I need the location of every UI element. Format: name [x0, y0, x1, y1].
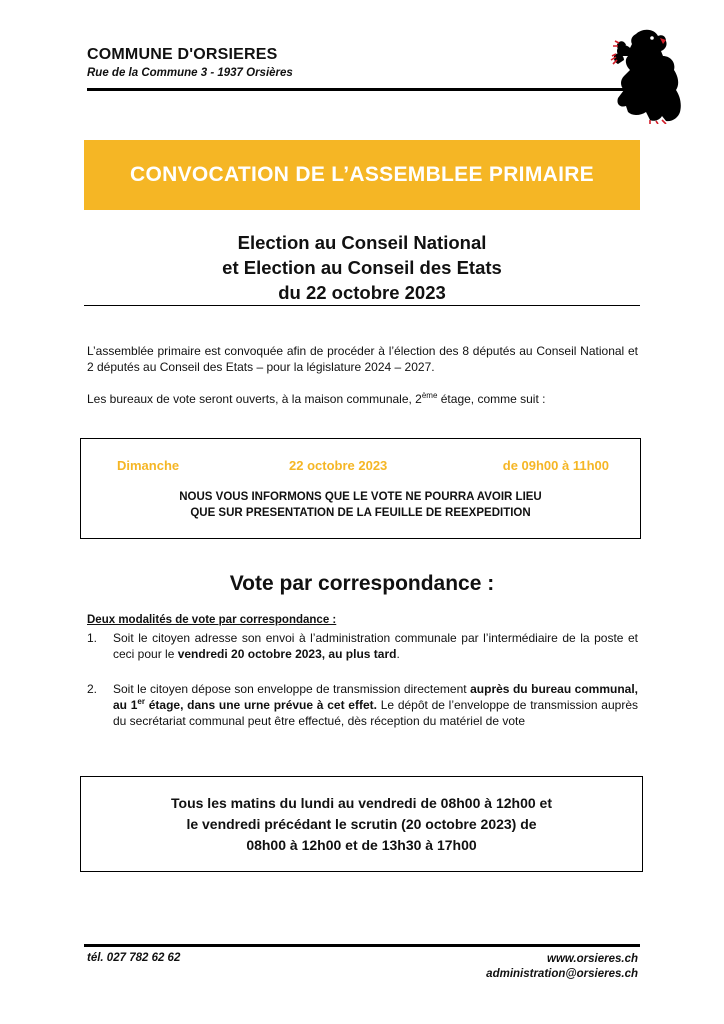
schedule-box [80, 438, 641, 539]
bureaux-paragraph [87, 391, 638, 407]
list-item-bold: auprès du bureau communal, au 1 [113, 682, 638, 712]
schedule-note [81, 489, 640, 521]
hours-text [171, 793, 552, 856]
hours-box [80, 776, 643, 872]
election-line-1: Election au Conseil National [237, 232, 487, 253]
commune-address: Rue de la Commune 3 - 1937 Orsières [87, 67, 293, 79]
hours-line-1: Tous les matins du lundi au vendredi de 08h00 à 12h00 et [171, 794, 552, 811]
correspondance-title: Vote par correspondance : [229, 572, 495, 595]
election-line-2: et Election au Conseil des Etats [222, 257, 502, 278]
convocation-banner [84, 140, 640, 210]
intro-paragraph: L’assemblée primaire est convoquée afin de procéder à l’élection des 8 députés au Conseil National et 2 députés au Conseil des Etats – pour la législature 2024 – 2027. [87, 344, 638, 374]
list-item-number: 1. [87, 631, 98, 645]
footer-website[interactable]: www.orsieres.ch [547, 953, 638, 965]
hours-line-2: le vendredi précédant le scrutin (20 octobre 2023) de [186, 815, 537, 832]
list-item-end: Le dépôt de l’enveloppe de transmission auprès du secrétariat communal peut être effectué, dès réception du matériel de vote [113, 698, 638, 728]
list-item-end: . [396, 647, 400, 661]
bureaux-text: Les bureaux de vote seront ouverts, à la maison communale, 2 [87, 392, 422, 406]
list-item-bold: vendredi 20 octobre 2023, au plus tard [177, 647, 397, 661]
banner-title: CONVOCATION DE L’ASSEMBLEE PRIMAIRE [130, 163, 594, 186]
list-item-bold-2: étage, dans une urne prévue à cet effet. [144, 698, 377, 712]
schedule-note-line-2: QUE SUR PRESENTATION DE LA FEUILLE DE REEXPEDITION [190, 507, 531, 519]
footer-email[interactable]: administration@orsieres.ch [486, 968, 638, 980]
bureaux-text-end: étage, comme suit : [437, 392, 546, 406]
bear-logo-icon [606, 26, 684, 124]
list-item [87, 630, 638, 662]
bureaux-superscript: ème [421, 391, 438, 400]
correspondance-subtitle: Deux modalités de vote par correspondance : [87, 614, 337, 626]
commune-name: COMMUNE D'ORSIERES [87, 46, 278, 63]
schedule-note-line-1: NOUS VOUS INFORMONS QUE LE VOTE NE POURRA AVOIR LIEU [179, 491, 542, 503]
election-date-line: du 22 octobre 2023 [278, 282, 446, 303]
election-title [84, 230, 640, 305]
list-item-number: 2. [87, 682, 98, 696]
list-item [87, 681, 638, 729]
list-item-text: Soit le citoyen dépose son enveloppe de transmission directement [113, 682, 471, 696]
schedule-day: Dimanche [117, 458, 180, 473]
footer-phone: tél. 027 782 62 62 [87, 952, 181, 964]
election-divider [84, 305, 640, 306]
footer-divider [84, 944, 640, 947]
schedule-date: 22 octobre 2023 [289, 458, 388, 473]
list-item-text: Soit le citoyen adresse son envoi à l’administration communale par l’intermédiaire de la poste et ceci pour le [113, 631, 638, 661]
list-item-superscript: er [137, 697, 145, 706]
schedule-time: de 09h00 à 11h00 [502, 458, 609, 473]
header-divider [87, 88, 640, 91]
hours-line-3: 08h00 à 12h00 et de 13h30 à 17h00 [246, 836, 477, 853]
footer-contact [486, 952, 638, 982]
